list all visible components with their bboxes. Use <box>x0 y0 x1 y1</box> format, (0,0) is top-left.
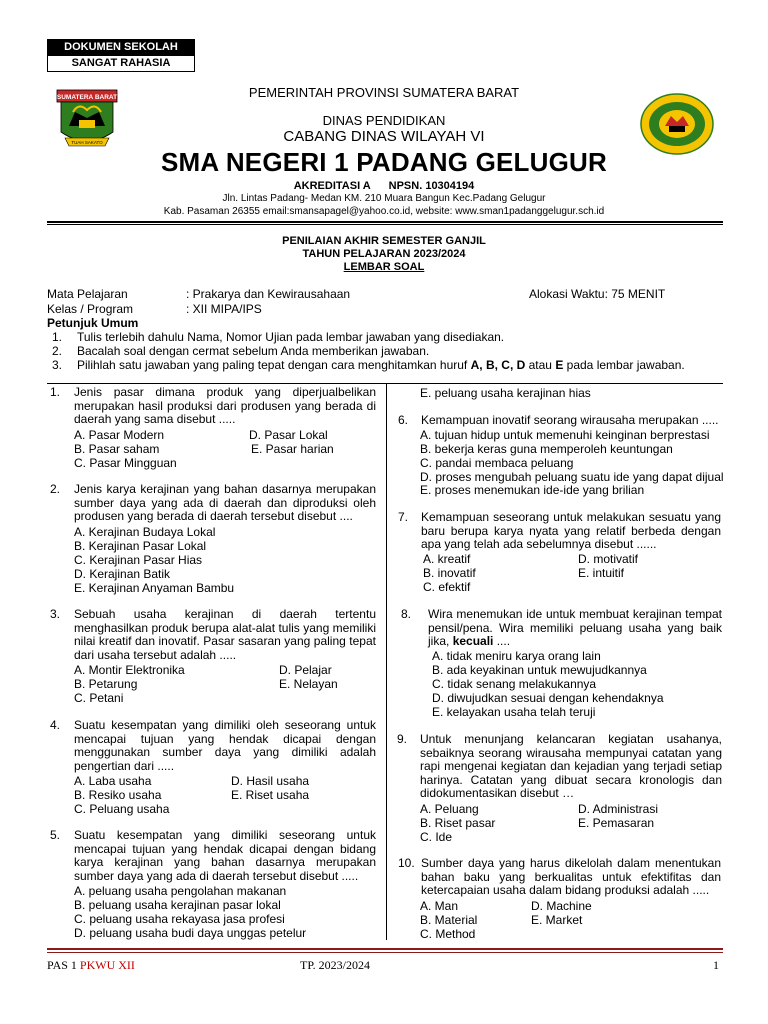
question-text-bold: kecuali <box>452 634 494 649</box>
option: D. Pelajar <box>279 663 332 677</box>
option: A. tidak meniru karya orang lain <box>432 649 601 663</box>
option: B. inovatif <box>423 566 476 580</box>
option: E. Nelayan <box>279 677 338 691</box>
question-number: 1. <box>50 385 61 399</box>
footer-subject: PKWU XII <box>79 958 135 972</box>
footer-center: TP. 2023/2024 <box>300 958 371 972</box>
option: B. Petarung <box>74 677 138 691</box>
footer-divider-thick <box>47 948 723 950</box>
option: A. Laba usaha <box>74 774 152 788</box>
option: E. Kerajinan Anyaman Bambu <box>74 581 235 595</box>
option: D. Pasar Lokal <box>249 428 328 442</box>
option: C. peluang usaha rekayasa jasa profesi <box>74 912 285 926</box>
option: B. ada keyakinan untuk mewujudkannya <box>432 663 647 677</box>
option: A. Kerajinan Budaya Lokal <box>74 525 216 539</box>
option: E. Pasar harian <box>251 442 334 456</box>
option: D. peluang usaha budi daya unggas petelur <box>74 926 307 940</box>
question-number: 10. <box>398 856 415 870</box>
document-stamp <box>47 39 195 72</box>
header-divider-thick <box>47 221 723 223</box>
subject-label: Mata Pelajaran <box>47 287 128 301</box>
question-text: Sebuah usaha kerajinan di daerah tertentu menghasilkan produk berupa alat-alat tulis yang memiliki nilai kreatif dan inovatif. Pasar sasaran yang paling tepat dari usaha tersebut adalah ..... <box>74 607 376 662</box>
instruction-num-2: 2. <box>52 344 63 358</box>
option: E. Pemasaran <box>578 816 655 830</box>
question-text: Jenis karya kerajinan yang bahan dasarnya merupakan sumber daya yang ada di daerah dan diproduksi oleh produsen yang berada di daerah tersebut disebut .... <box>74 482 376 524</box>
question-text: Jenis pasar dimana produk yang diperjualbelikan merupakan hasil produksi dari produsen yang berada di daerah yang sama disebut ..... <box>74 385 376 427</box>
address-line-2: Kab. Pasaman 26355 email:smansapagel@yahoo.co.id, website: www.sman1padanggelugur.sch.id <box>163 206 605 217</box>
accreditation: AKREDITASI A NPSN. 10304194 <box>293 180 475 192</box>
instruction-2: Bacalah soal dengan cermat sebelum Anda memberikan jawaban. <box>77 344 430 358</box>
option: A. kreatif <box>423 552 471 566</box>
logo-banner-text: SUMATERA BARAT <box>56 94 118 101</box>
option: C. Method <box>420 927 476 941</box>
option: A. Man <box>420 899 459 913</box>
question-text <box>428 608 722 649</box>
option: C. Pasar Mingguan <box>74 456 177 470</box>
option: C. Petani <box>74 691 124 705</box>
instruction-num-3: 3. <box>52 358 63 372</box>
page-number: 1 <box>713 958 719 972</box>
instruction-3-bold: A, B, C, D <box>470 358 526 372</box>
option: D. Machine <box>531 899 592 913</box>
instruction-num-1: 1. <box>52 330 63 344</box>
option: D. diwujudkan sesuai dengan kehendaknya <box>432 691 664 705</box>
option: A. Pasar Modern <box>74 428 165 442</box>
province-title: PEMERINTAH PROVINSI SUMATERA BARAT <box>248 85 520 100</box>
option: D. motivatif <box>578 552 639 566</box>
header-divider-thin <box>47 224 723 225</box>
option: E. Market <box>531 913 583 927</box>
instruction-1: Tulis terlebih dahulu Nama, Nomor Ujian pada lembar jawaban yang disediakan. <box>77 330 505 344</box>
option: B. Resiko usaha <box>74 788 162 802</box>
question-number: 6. <box>398 413 409 427</box>
class-value: : XII MIPA/IPS <box>186 302 262 316</box>
option: B. Kerajinan Pasar Lokal <box>74 539 207 553</box>
option: E. intuitif <box>578 566 625 580</box>
school-name: SMA NEGERI 1 PADANG GELUGUR <box>161 147 607 177</box>
question-number: 8. <box>401 607 412 621</box>
exam-sheet: LEMBAR SOAL <box>343 261 425 273</box>
question-text: Sumber daya yang harus dikelolah dalam menentukan bahan baku yang berkualitas untuk efektifitas dan ketercapaian usaha dalam bidang produksi adalah ..... <box>421 856 721 898</box>
footer-divider-thin <box>47 952 723 953</box>
time-allocation: Alokasi Waktu: 75 MENIT <box>529 287 666 301</box>
column-divider <box>386 383 387 940</box>
option: C. Kerajinan Pasar Hias <box>74 553 203 567</box>
question-number: 9. <box>397 732 408 746</box>
question-number: 5. <box>50 828 61 842</box>
questions-top-line <box>47 383 723 384</box>
instruction-3-mid: atau <box>525 358 556 372</box>
option: D. Hasil usaha <box>231 774 310 788</box>
option: C. efektif <box>423 580 471 594</box>
question-text-after: .... <box>493 634 511 649</box>
question-text: Kemampuan seseorang untuk melakukan sesuatu yang baru berupa karya nyata yang relatif berbeda dengan apa yang telah ada sebelumnya disebut ...... <box>421 510 721 552</box>
option: B. Material <box>420 913 478 927</box>
question-number: 7. <box>398 510 409 524</box>
option: E. kelayakan usaha telah teruji <box>432 705 596 719</box>
option: A. Montir Elektronika <box>74 663 185 677</box>
class-label: Kelas / Program <box>47 302 134 316</box>
exam-year: TAHUN PELAJARAN 2023/2024 <box>302 248 466 260</box>
instructions-title: Petunjuk Umum <box>47 316 139 330</box>
subject-value: : Prakarya dan Kewirausahaan <box>186 287 351 301</box>
footer-left <box>47 958 135 973</box>
stamp-line-2: SANGAT RAHASIA <box>48 55 194 71</box>
option: C. Peluang usaha <box>74 802 170 816</box>
option: C. pandai membaca peluang <box>420 456 574 470</box>
option: B. Pasar saham <box>74 442 160 456</box>
option: E. peluang usaha kerajinan hias <box>420 386 591 400</box>
option: C. tidak senang melakukannya <box>432 677 597 691</box>
instruction-3-after: pada lembar jawaban. <box>563 358 685 372</box>
option: A. Peluang <box>420 802 479 816</box>
footer-exam: PAS 1 <box>47 958 80 972</box>
option: B. bekerja keras guna memperoleh keuntungan <box>420 442 673 456</box>
question-number: 3. <box>50 607 61 621</box>
option: E. Riset usaha <box>231 788 310 802</box>
option: C. Ide <box>420 830 453 844</box>
question-text: Suatu kesempatan yang dimiliki oleh seseorang untuk mencapai tujuan yang hendak dicapai dengan menggunakan sumber daya yang dimiliki adalah pengertian dari ..... <box>74 718 376 773</box>
option: E. proses menemukan ide-ide yang brilian <box>420 483 645 497</box>
dinas-title: DINAS PENDIDIKAN <box>322 113 446 128</box>
instruction-3 <box>77 358 685 372</box>
option: D. Administrasi <box>578 802 659 816</box>
question-text: Kemampuan inovatif seorang wirausaha merupakan ..... <box>421 413 719 427</box>
question-text: Untuk menunjang kelancaran kegiatan usahanya, sebaiknya seorang wirausaha mempunyai catatan yang rapi mengenai kegiatan dan kejadian yang terjadi setiap harinya. Catatan yang dibuat secara kronologis dan didokumentasikan disebut … <box>420 732 722 801</box>
option: B. Riset pasar <box>420 816 496 830</box>
option: D. proses mengubah peluang suatu ide yang dapat dijual <box>420 470 724 484</box>
option: D. Kerajinan Batik <box>74 567 171 581</box>
cabang-title: CABANG DINAS WILAYAH VI <box>283 128 485 145</box>
question-number: 2. <box>50 482 61 496</box>
question-number: 4. <box>50 718 61 732</box>
exam-title: PENILAIAN AKHIR SEMESTER GANJIL <box>282 235 486 247</box>
instruction-3-text: Pilihlah satu jawaban yang paling tepat dengan cara menghitamkan huruf <box>77 358 471 372</box>
address-line-1: Jln. Lintas Padang- Medan KM. 210 Muara Bangun Kec.Padang Gelugur <box>222 193 546 204</box>
question-text-main: Wira menemukan ide untuk membuat kerajinan tempat pensil/pena. Wira memiliki peluang usaha yang baik jika, <box>428 607 722 649</box>
option: B. peluang usaha kerajinan pasar lokal <box>74 898 281 912</box>
instruction-3-bold2: E <box>555 358 564 372</box>
option: A. peluang usaha pengolahan makanan <box>74 884 287 898</box>
logo-ribbon-text: TUAH SAKATO <box>71 140 103 145</box>
option: A. tujuan hidup untuk memenuhi keinginan berprestasi <box>420 428 710 442</box>
stamp-line-1: DOKUMEN SEKOLAH <box>48 40 194 55</box>
question-text: Suatu kesempatan yang dimiliki seseorang untuk mencapai tujuan yang hendak dicapai dengan bidang karya kerajinan yang bahan dasarnya merupakan sumber daya yang ada di daerah tersebut disebut ..... <box>74 828 376 883</box>
